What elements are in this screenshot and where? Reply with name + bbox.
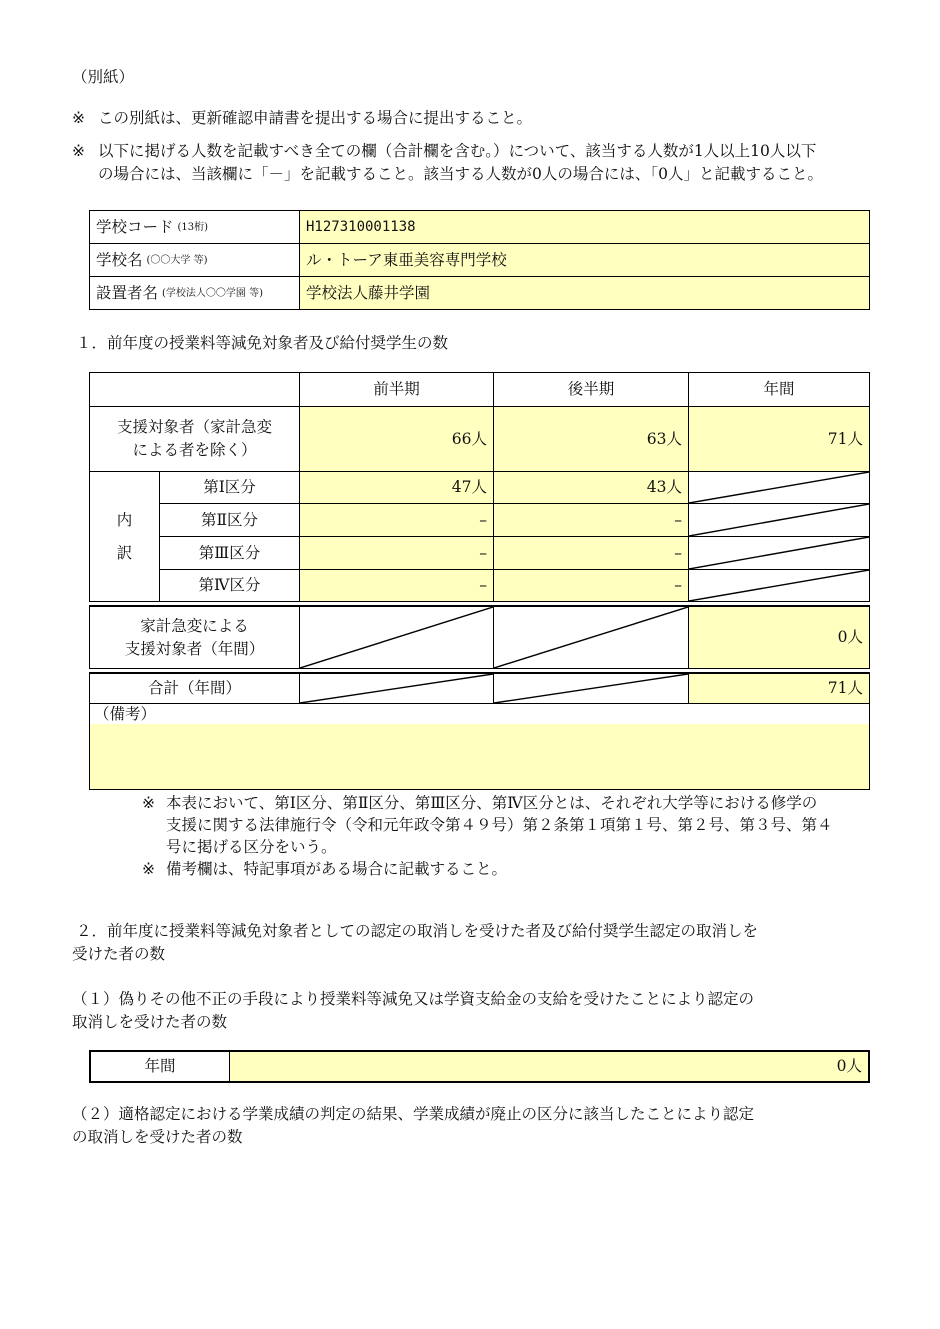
note-mark: ※: [142, 794, 155, 812]
remarks-box: [89, 703, 870, 790]
category-1-first: 47人: [299, 471, 494, 504]
category-2-label: 第Ⅱ区分: [159, 503, 300, 537]
diagonal-line: [689, 504, 869, 536]
supported-second-value: 63人: [493, 406, 689, 472]
category-1-second: 43人: [493, 471, 689, 504]
category-4-second: –: [493, 569, 689, 602]
note-text: この別紙は、更新確認申請書を提出する場合に提出すること。: [98, 109, 533, 127]
category-2-annual-na: [688, 503, 870, 537]
diagonal-line: [494, 674, 688, 703]
header-annual: 年間: [688, 372, 870, 407]
school-code-label: 学校コード (13桁): [89, 210, 300, 244]
note-text: 号に掲げる区分をいう。: [166, 838, 337, 856]
subsection-2-line-2: の取消しを受けた者の数: [72, 1128, 243, 1146]
diagonal-line: [494, 607, 688, 668]
category-3-label: 第Ⅲ区分: [159, 536, 300, 570]
supported-label: 支援対象者（家計急変 による者を除く）: [89, 406, 300, 472]
diagonal-line: [689, 570, 869, 601]
diagonal-line: [300, 607, 493, 668]
total-first-na: [299, 672, 494, 704]
sudden-second-na: [493, 605, 689, 669]
diagonal-line: [300, 674, 493, 703]
subsection-2-line-1: （２）適格認定における学業成績の判定の結果、学業成績が廃止の区分に該当したことにより認定: [72, 1105, 755, 1123]
school-name-value: ル・トーア東亜美容専門学校: [299, 243, 870, 277]
category-3-first: –: [299, 536, 494, 570]
category-1-label: 第Ⅰ区分: [159, 471, 300, 504]
diagonal-line: [689, 537, 869, 569]
breakdown-label: 内 訳: [89, 471, 160, 602]
remarks-field: [90, 724, 869, 789]
category-4-label: 第Ⅳ区分: [159, 569, 300, 602]
corner-cell: [89, 372, 300, 407]
annual-revoked-table: [89, 1050, 870, 1083]
category-2-first: –: [299, 503, 494, 537]
sudden-change-label: 家計急変による 支援対象者（年間）: [89, 605, 300, 669]
note-mark: ※: [142, 860, 155, 878]
subsection-1-line-1: （１）偽りその他不正の手段により授業料等減免又は学資支給金の支給を受けたことにより認定の: [72, 990, 755, 1008]
section-1-title: １．前年度の授業料等減免対象者及び給付奨学生の数: [76, 334, 449, 352]
founder-label: 設置者名 (学校法人〇〇学園 等): [89, 276, 300, 310]
total-annual-value: 71人: [688, 672, 870, 704]
header-first-half: 前半期: [299, 372, 494, 407]
category-4-first: –: [299, 569, 494, 602]
supported-annual-value: 71人: [688, 406, 870, 472]
section-2-title-line-2: 受けた者の数: [72, 945, 166, 963]
subsection-1-line-2: 取消しを受けた者の数: [72, 1013, 228, 1031]
founder-value: 学校法人藤井学園: [299, 276, 870, 310]
total-second-na: [493, 672, 689, 704]
annual-label: 年間: [89, 1050, 230, 1083]
school-info-table: [89, 210, 870, 310]
category-3-second: –: [493, 536, 689, 570]
sudden-annual-value: 0人: [688, 605, 870, 669]
category-1-annual-na: [688, 471, 870, 504]
category-3-annual-na: [688, 536, 870, 570]
school-name-label: 学校名 (〇〇大学 等): [89, 243, 300, 277]
note-text: 支援に関する法律施行令（令和元年政令第４９号）第２条第１項第１号、第２号、第３号、第４: [166, 816, 833, 834]
remarks-label: （備考）: [94, 705, 157, 723]
note-text: 備考欄は、特記事項がある場合に記載すること。: [166, 860, 508, 878]
note-mark: ※: [72, 109, 85, 127]
note-text: 以下に掲げる人数を記載すべき全ての欄（合計欄を含む。）について、該当する人数が1人以上10人以下: [98, 142, 817, 160]
category-2-second: –: [493, 503, 689, 537]
school-code-value: H127310001138: [299, 210, 870, 244]
total-label: 合計（年間）: [89, 672, 300, 704]
section-2-title-line-1: ２．前年度に授業料等減免対象者としての認定の取消しを受けた者及び給付奨学生認定の取消しを: [76, 922, 759, 940]
annual-value: 0人: [229, 1050, 870, 1083]
category-4-annual-na: [688, 569, 870, 602]
main-table: [89, 372, 870, 790]
note-mark: ※: [72, 142, 85, 160]
note-text: 本表において、第Ⅰ区分、第Ⅱ区分、第Ⅲ区分、第Ⅳ区分とは、それぞれ大学等における修学の: [166, 794, 818, 812]
header-second-half: 後半期: [493, 372, 689, 407]
sudden-first-na: [299, 605, 494, 669]
diagonal-line: [689, 472, 869, 503]
supported-first-value: 66人: [299, 406, 494, 472]
note-text: の場合には、当該欄に「－」を記載すること。該当する人数が0人の場合には、「0人」と記載すること。: [98, 165, 823, 183]
page-title: （別紙）: [72, 68, 135, 86]
